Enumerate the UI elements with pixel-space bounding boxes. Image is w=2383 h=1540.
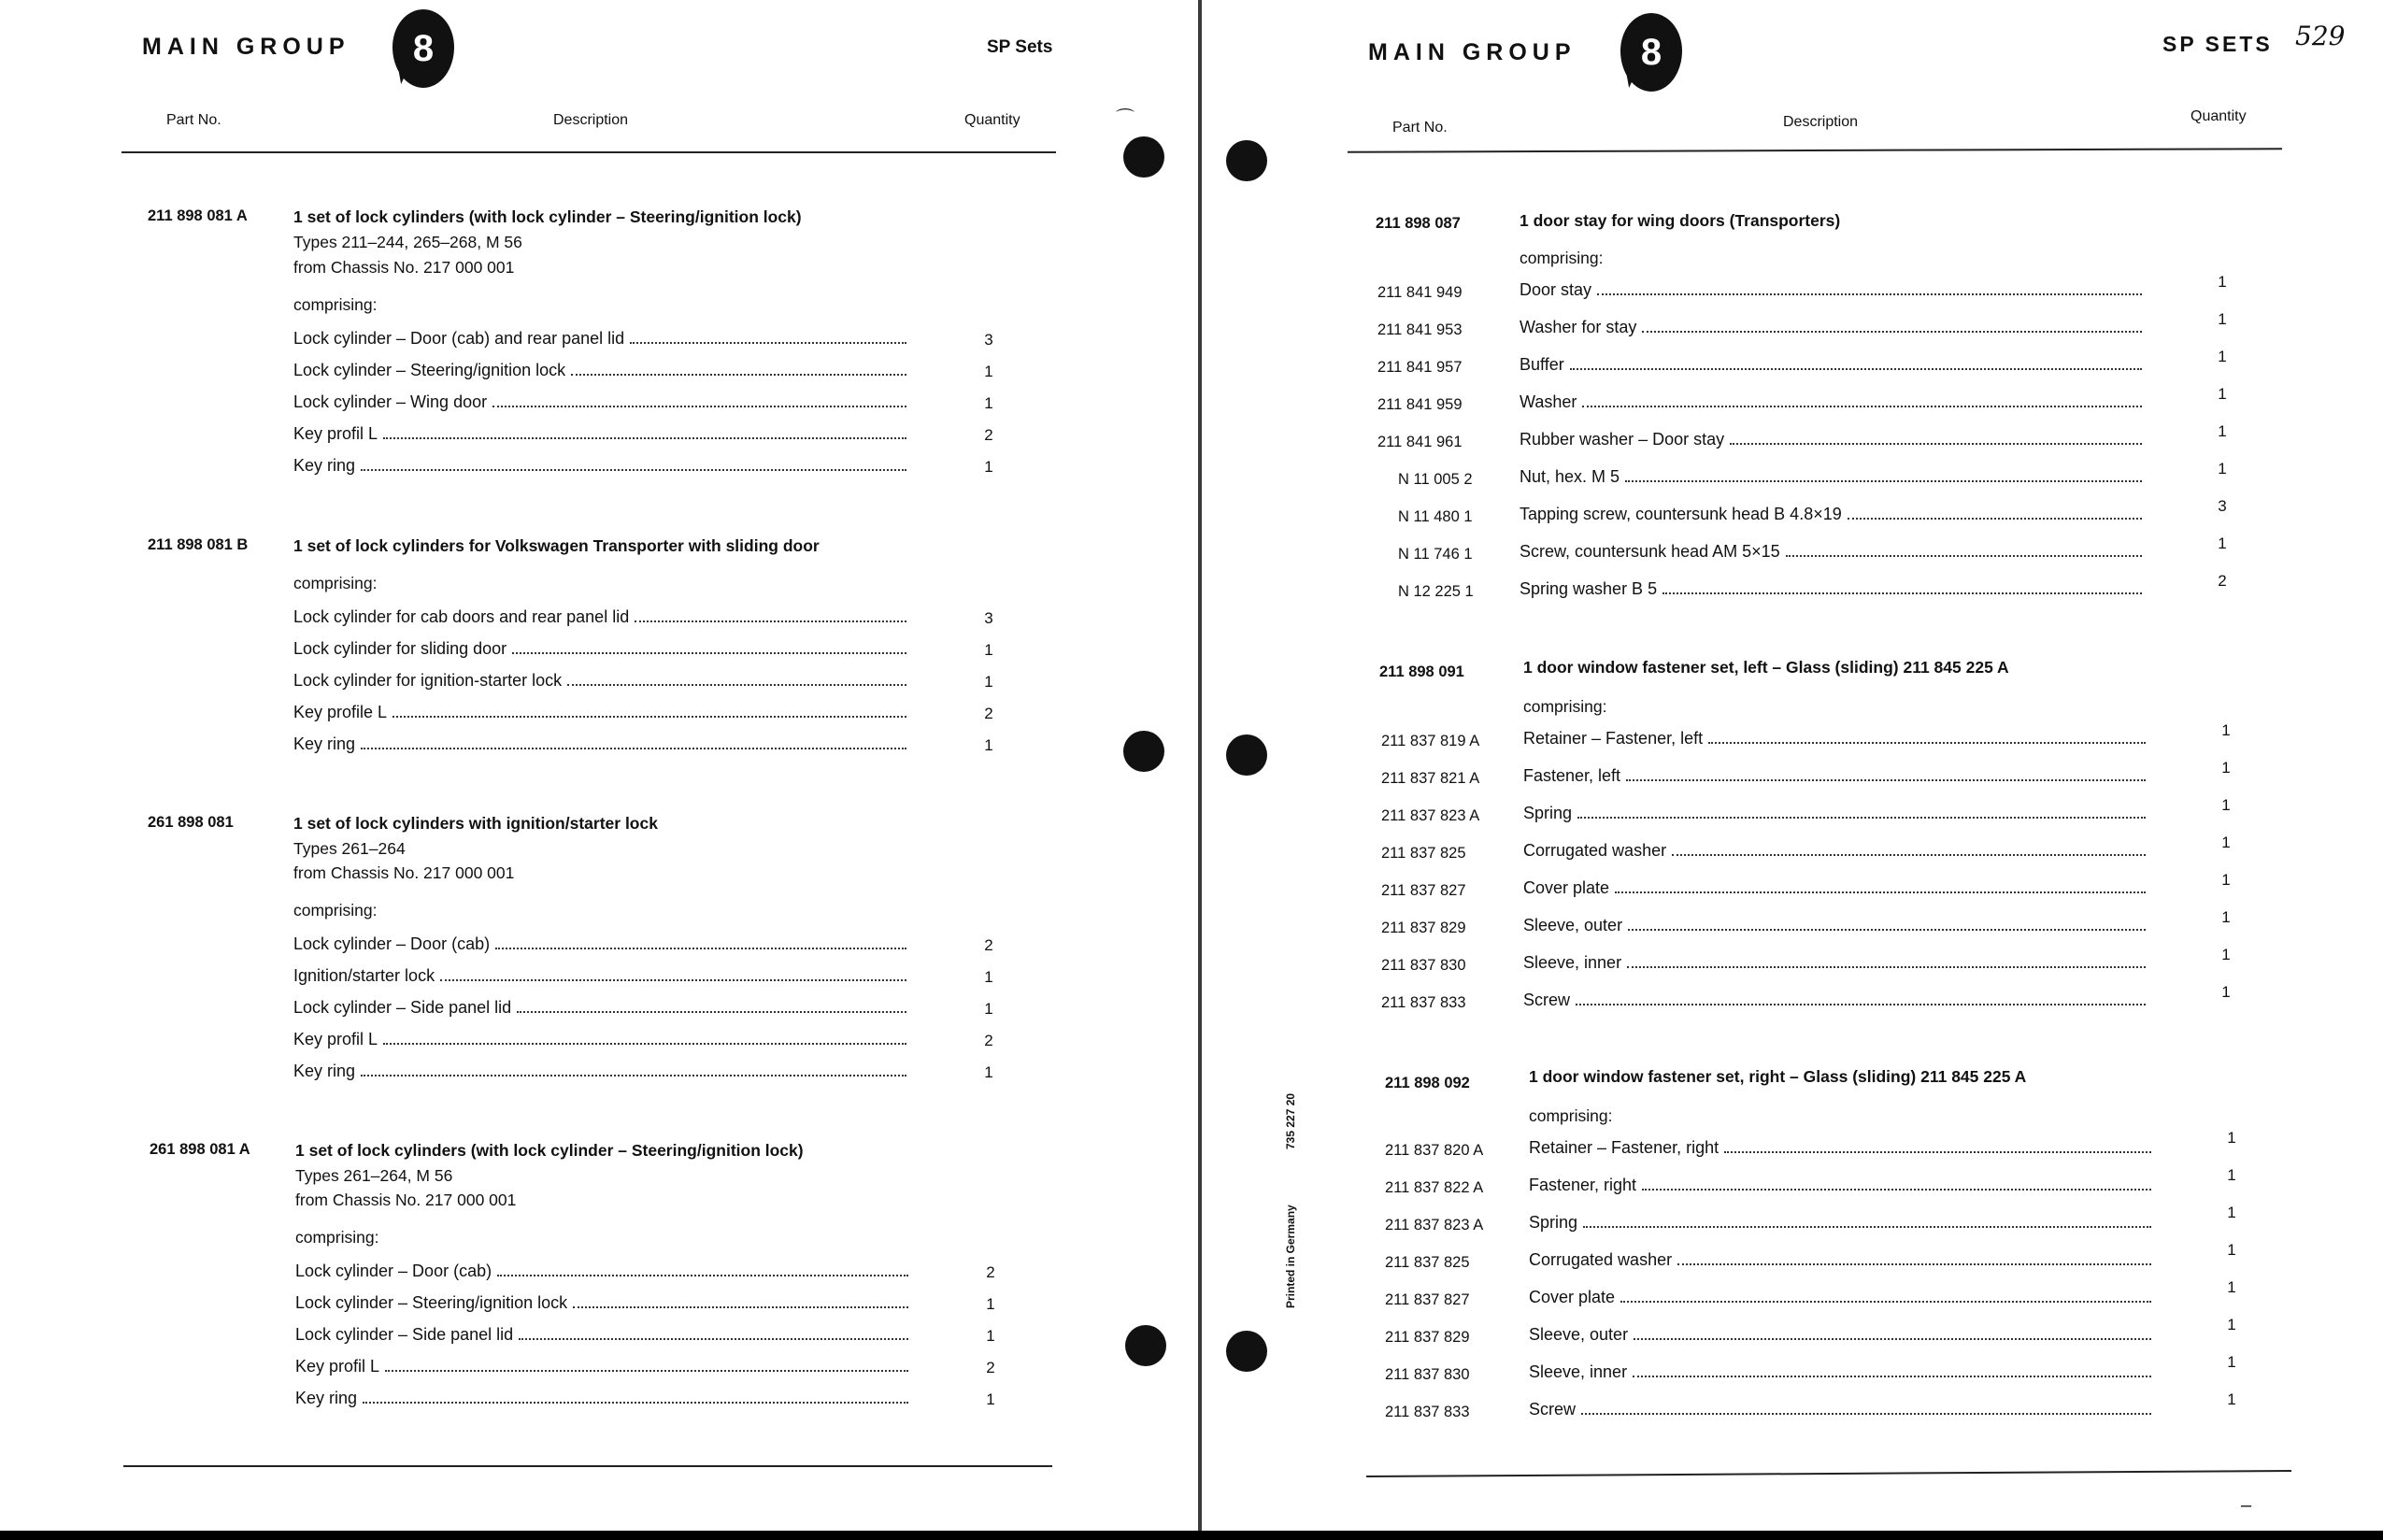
quantity-value: 1 <box>2227 1129 2236 1147</box>
list-item: Spring washer B 5 <box>1520 579 2146 604</box>
list-item: Fastener, left <box>1523 766 2149 791</box>
list-item: Washer <box>1520 392 2146 417</box>
quantity-value: 2 <box>984 1032 993 1049</box>
list-item: Lock cylinder – Door (cab) <box>295 1262 912 1286</box>
list-item: Key profile L <box>293 703 910 727</box>
list-item: Lock cylinder – Door (cab) and rear panel lid <box>293 329 910 353</box>
main-group-title: MAIN GROUP <box>142 34 350 60</box>
list-item: Nut, hex. M 5 <box>1520 467 2146 492</box>
component-part-number: 211 837 829 <box>1385 1329 1470 1346</box>
quantity-value: 1 <box>2218 422 2227 440</box>
list-item: Ignition/starter lock <box>293 966 910 991</box>
component-part-number: 211 837 833 <box>1385 1404 1470 1420</box>
quantity-value: 3 <box>984 609 993 627</box>
column-header-quantity: Quantity <box>964 112 1020 128</box>
column-header-description: Description <box>553 112 629 128</box>
set-part-number: 211 898 081 A <box>148 207 248 224</box>
quantity-value: 1 <box>2221 796 2231 814</box>
component-part-number: 211 841 953 <box>1377 321 1463 338</box>
list-item: Lock cylinder – Door (cab) <box>293 934 910 959</box>
quantity-value: 1 <box>2218 348 2227 365</box>
section-label: SP Sets <box>987 37 1053 57</box>
quantity-value: 1 <box>2218 535 2227 552</box>
list-item: Lock cylinder for ignition-starter lock <box>293 671 910 695</box>
list-item: Cover plate <box>1529 1288 2155 1312</box>
quantity-value: 2 <box>986 1359 995 1376</box>
quantity-value: 3 <box>2218 497 2227 515</box>
set-part-number: 211 898 081 B <box>148 536 249 553</box>
comprising-label: comprising: <box>293 901 378 920</box>
set-part-number: 261 898 081 <box>148 814 234 831</box>
component-part-number: 211 837 819 A <box>1381 733 1480 749</box>
list-item: Cover plate <box>1523 878 2149 903</box>
quantity-value: 1 <box>984 673 993 691</box>
binder-hole <box>1226 140 1267 181</box>
component-part-number: N 11 005 2 <box>1398 471 1473 488</box>
component-part-number: 211 837 829 <box>1381 920 1466 936</box>
list-item: Buffer <box>1520 355 2146 379</box>
set-subtitle: Types 261–264 <box>293 839 406 858</box>
set-title: 1 set of lock cylinders (with lock cylinder – Steering/ignition lock) <box>295 1141 804 1160</box>
list-item: Lock cylinder for sliding door <box>293 639 910 663</box>
handwritten-page-number: 529 <box>2295 21 2346 51</box>
quantity-value: 1 <box>2221 946 2231 963</box>
list-item: Key ring <box>293 456 910 480</box>
set-subtitle: from Chassis No. 217 000 001 <box>293 863 515 882</box>
set-title: 1 set of lock cylinders with ignition/starter lock <box>293 814 658 833</box>
component-part-number: 211 837 833 <box>1381 994 1466 1011</box>
set-part-number: 211 898 087 <box>1376 215 1461 232</box>
list-item: Lock cylinder – Steering/ignition lock <box>295 1293 912 1318</box>
set-subtitle: from Chassis No. 217 000 001 <box>293 258 515 277</box>
list-item: Corrugated washer <box>1529 1250 2155 1275</box>
component-part-number: N 12 225 1 <box>1398 583 1474 600</box>
component-part-number: 211 841 959 <box>1377 396 1463 413</box>
list-item: Tapping screw, countersunk head B 4.8×19 <box>1520 505 2146 529</box>
set-part-number: 211 898 092 <box>1385 1075 1470 1091</box>
quantity-value: 1 <box>2227 1278 2236 1296</box>
quantity-value: 1 <box>2221 983 2231 1001</box>
list-item: Lock cylinder – Side panel lid <box>295 1325 912 1349</box>
column-header-part-no: Part No. <box>1392 120 1448 135</box>
list-item: Lock cylinder – Steering/ignition lock <box>293 361 910 385</box>
printed-in-germany-note: Printed in Germany <box>1284 1205 1297 1308</box>
component-part-number: N 11 746 1 <box>1398 546 1473 563</box>
quantity-value: 1 <box>2221 871 2231 889</box>
component-part-number: 211 837 827 <box>1381 882 1466 899</box>
right-page <box>1202 0 2383 1533</box>
quantity-value: 2 <box>984 426 993 444</box>
list-item: Sleeve, outer <box>1529 1325 2155 1349</box>
quantity-value: 2 <box>984 936 993 954</box>
component-part-number: 211 837 822 A <box>1385 1179 1484 1196</box>
set-title: 1 set of lock cylinders for Volkswagen Transporter with sliding door <box>293 536 820 555</box>
publication-code: 735 227 20 <box>1284 1092 1297 1149</box>
list-item: Lock cylinder – Side panel lid <box>293 998 910 1022</box>
set-title: 1 door window fastener set, left – Glass (sliding) 211 845 225 A <box>1523 658 2009 677</box>
scan-bottom-edge <box>0 1531 2383 1540</box>
comprising-label: comprising: <box>1529 1106 1613 1125</box>
list-item: Washer for stay <box>1520 318 2146 342</box>
list-item: Rubber washer – Door stay <box>1520 430 2146 454</box>
scan-mark: ‒ <box>2241 1495 2252 1516</box>
header-rule <box>1348 148 2282 152</box>
list-item: Screw, countersunk head AM 5×15 <box>1520 542 2146 566</box>
quantity-value: 1 <box>2227 1241 2236 1259</box>
list-item: Retainer – Fastener, left <box>1523 729 2149 753</box>
quantity-value: 1 <box>984 394 993 412</box>
list-item: Door stay <box>1520 280 2146 305</box>
group-number-badge: 8 <box>392 9 454 88</box>
set-title: 1 set of lock cylinders (with lock cylinder – Steering/ignition lock) <box>293 207 802 226</box>
list-item: Key ring <box>295 1389 912 1413</box>
quantity-value: 1 <box>986 1327 995 1345</box>
list-item: Spring <box>1523 804 2149 828</box>
quantity-value: 1 <box>986 1390 995 1408</box>
quantity-value: 1 <box>2221 908 2231 926</box>
comprising-label: comprising: <box>293 295 378 314</box>
footer-rule <box>123 1465 1052 1467</box>
comprising-label: comprising: <box>293 574 378 592</box>
component-part-number: 211 837 827 <box>1385 1291 1470 1308</box>
footer-rule <box>1366 1470 2291 1477</box>
list-item: Sleeve, inner <box>1523 953 2149 977</box>
quantity-value: 1 <box>2221 721 2231 739</box>
quantity-value: 3 <box>984 331 993 349</box>
quantity-value: 1 <box>2221 834 2231 851</box>
quantity-value: 1 <box>2227 1316 2236 1333</box>
set-part-number: 261 898 081 A <box>150 1141 250 1158</box>
column-header-part-no: Part No. <box>166 112 221 128</box>
set-subtitle: Types 211–244, 265–268, M 56 <box>293 233 522 251</box>
component-part-number: 211 837 825 <box>1385 1254 1470 1271</box>
set-title: 1 door window fastener set, right – Glass (sliding) 211 845 225 A <box>1529 1067 2027 1086</box>
component-part-number: 211 837 823 A <box>1385 1217 1484 1233</box>
quantity-value: 1 <box>984 736 993 754</box>
quantity-value: 1 <box>2227 1204 2236 1221</box>
quantity-value: 1 <box>984 968 993 986</box>
list-item: Screw <box>1523 991 2149 1015</box>
component-part-number: 211 837 821 A <box>1381 770 1480 787</box>
component-part-number: 211 841 957 <box>1377 359 1463 376</box>
quantity-value: 1 <box>2227 1390 2236 1408</box>
list-item: Lock cylinder for cab doors and rear panel lid <box>293 607 910 632</box>
binder-hole <box>1125 1325 1166 1366</box>
binder-hole <box>1226 734 1267 776</box>
quantity-value: 1 <box>2218 460 2227 478</box>
list-item: Spring <box>1529 1213 2155 1237</box>
section-label: SP SETS <box>2162 32 2273 56</box>
quantity-value: 1 <box>2218 385 2227 403</box>
column-header-description: Description <box>1783 114 1859 130</box>
quantity-value: 1 <box>2221 759 2231 777</box>
header-rule <box>121 151 1056 153</box>
list-item: Key profil L <box>295 1357 912 1381</box>
quantity-value: 1 <box>2227 1353 2236 1371</box>
component-part-number: N 11 480 1 <box>1398 508 1473 525</box>
quantity-value: 1 <box>984 1063 993 1081</box>
quantity-value: 1 <box>984 458 993 476</box>
component-part-number: 211 837 830 <box>1381 957 1466 974</box>
component-part-number: 211 837 825 <box>1381 845 1466 862</box>
scan-mark: ⌒ <box>1116 108 1134 129</box>
list-item: Corrugated washer <box>1523 841 2149 865</box>
quantity-value: 1 <box>2227 1166 2236 1184</box>
comprising-label: comprising: <box>1523 697 1607 716</box>
list-item: Fastener, right <box>1529 1176 2155 1200</box>
binder-hole <box>1123 136 1164 178</box>
group-number-badge: 8 <box>1620 13 1682 92</box>
set-part-number: 211 898 091 <box>1379 663 1464 680</box>
list-item: Key ring <box>293 734 910 759</box>
list-item: Retainer – Fastener, right <box>1529 1138 2155 1162</box>
list-item: Sleeve, outer <box>1523 916 2149 940</box>
comprising-label: comprising: <box>1520 249 1604 267</box>
quantity-value: 2 <box>986 1263 995 1281</box>
list-item: Key profil L <box>293 424 910 449</box>
binder-hole <box>1226 1331 1267 1372</box>
component-part-number: 211 837 830 <box>1385 1366 1470 1383</box>
quantity-value: 1 <box>984 1000 993 1018</box>
component-part-number: 211 837 823 A <box>1381 807 1480 824</box>
quantity-value: 1 <box>2218 310 2227 328</box>
component-part-number: 211 841 961 <box>1377 434 1463 450</box>
list-item: Key ring <box>293 1062 910 1086</box>
set-subtitle: from Chassis No. 217 000 001 <box>295 1191 517 1209</box>
binder-hole <box>1123 731 1164 772</box>
component-part-number: 211 841 949 <box>1377 284 1463 301</box>
main-group-title: MAIN GROUP <box>1368 39 1577 65</box>
component-part-number: 211 837 820 A <box>1385 1142 1484 1159</box>
quantity-value: 1 <box>986 1295 995 1313</box>
comprising-label: comprising: <box>295 1228 379 1247</box>
quantity-value: 1 <box>2218 273 2227 291</box>
quantity-value: 1 <box>984 641 993 659</box>
set-subtitle: Types 261–264, M 56 <box>295 1166 453 1185</box>
list-item: Sleeve, inner <box>1529 1362 2155 1387</box>
set-title: 1 door stay for wing doors (Transporters) <box>1520 211 1841 230</box>
list-item: Key profil L <box>293 1030 910 1054</box>
quantity-value: 2 <box>2218 572 2227 590</box>
quantity-value: 1 <box>984 363 993 380</box>
column-header-quantity: Quantity <box>2190 108 2247 124</box>
list-item: Lock cylinder – Wing door <box>293 392 910 417</box>
quantity-value: 2 <box>984 705 993 722</box>
list-item: Screw <box>1529 1400 2155 1424</box>
